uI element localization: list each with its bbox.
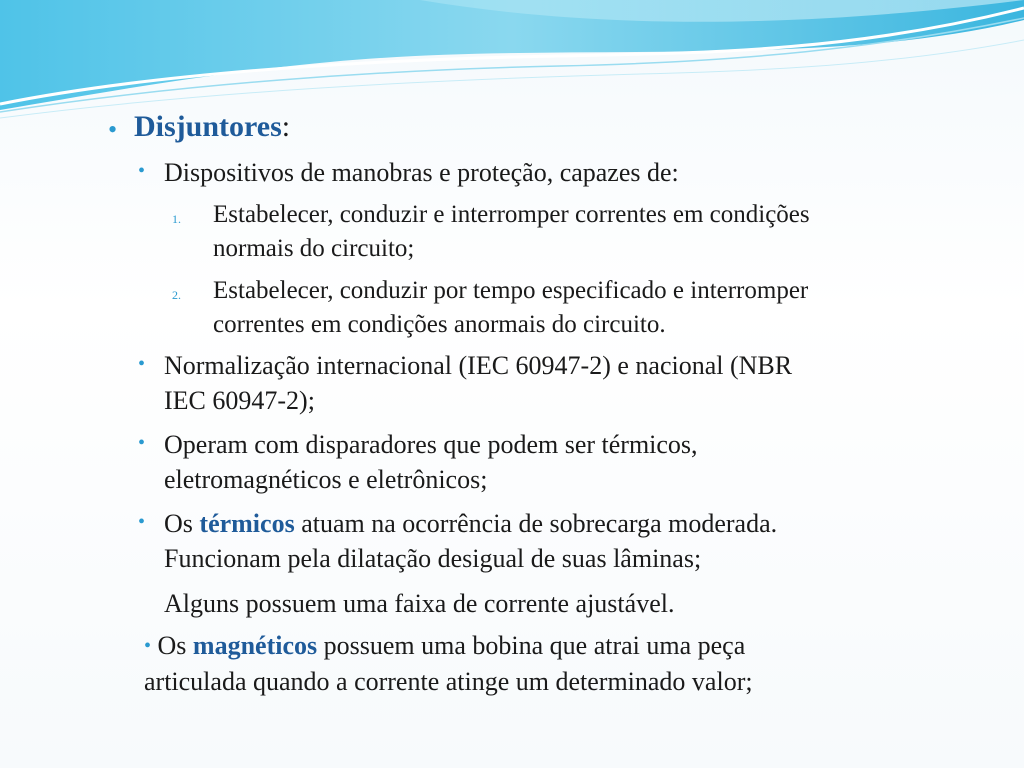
bullet-text: Normalização internacional (IEC 60947-2) e nacional (NBR	[164, 351, 793, 380]
list-item-line: Estabelecer, conduzir por tempo especificado e interromper	[213, 277, 809, 304]
text-segment: possuem uma bobina que atrai uma peça	[317, 631, 746, 660]
text-segment: Os	[164, 509, 200, 538]
bullet-icon: •	[108, 115, 118, 144]
bullet-text	[144, 631, 745, 661]
bullet-icon: •	[138, 432, 146, 454]
bullet-text: Funcionam pela dilatação desigual de suas lâminas;	[164, 544, 702, 573]
bullet-text: Operam com disparadores que podem ser térmicos,	[164, 430, 698, 459]
bullet-text	[164, 509, 777, 539]
bullet-text: IEC 60947-2);	[164, 386, 315, 415]
bullet-text: Alguns possuem uma faixa de corrente ajustável.	[164, 589, 675, 618]
list-number: 2.	[172, 288, 181, 302]
bullet-text: eletromagnéticos e eletrônicos;	[164, 465, 488, 494]
keyword-termicos: térmicos	[199, 509, 295, 538]
bullet-icon: •	[138, 160, 146, 182]
heading-colon: :	[281, 110, 291, 143]
bullet-icon: •	[138, 511, 146, 533]
list-item-line: correntes em condições anormais do circuito.	[213, 311, 666, 338]
bullet-icon: •	[144, 635, 152, 657]
list-item-line: normais do circuito;	[213, 235, 415, 262]
list-number: 1.	[172, 212, 181, 226]
bullet-text: Dispositivos de manobras e proteção, capazes de:	[164, 158, 679, 187]
list-item-line: Estabelecer, conduzir e interromper correntes em condições	[213, 201, 810, 228]
heading-title: Disjuntores	[134, 110, 282, 143]
slide-heading	[134, 110, 290, 144]
bullet-icon: •	[138, 353, 146, 375]
keyword-magneticos: magnéticos	[192, 631, 318, 660]
bullet-text: articulada quando a corrente atinge um determinado valor;	[144, 667, 753, 696]
text-segment: atuam na ocorrência de sobrecarga moderada.	[294, 509, 778, 538]
text-segment: Os	[157, 631, 193, 660]
